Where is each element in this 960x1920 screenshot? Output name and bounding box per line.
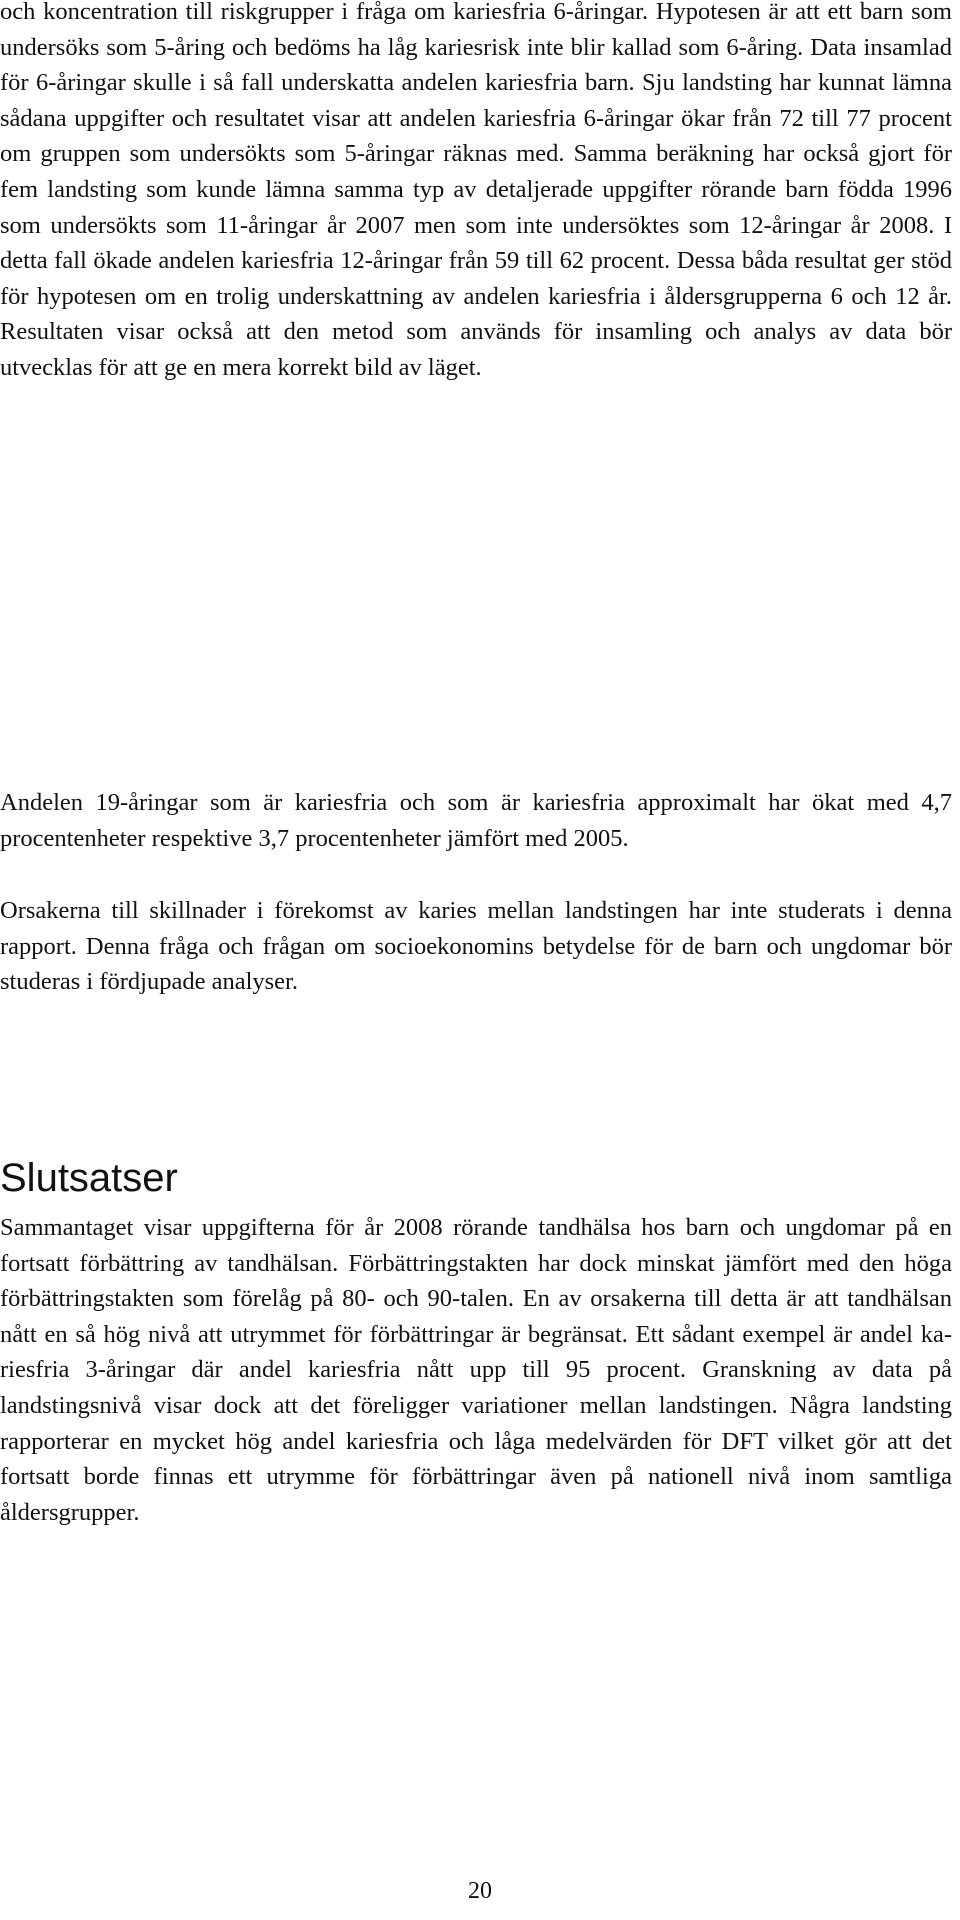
paragraph-hypothesis: och koncentration till riskgrupper i fråga om kariesfria 6-åringar. Hypotesen är att ett barn som undersöks som 5-åring och bedöms ha låg kariesrisk inte blir kallad som 6-åring. Data insamlad för 6-åringar skulle i så fall underskatta andelen kariesfria barn. Sju landsting har kunnat lämna sådana uppgifter och resultatet visar att andelen kariesfria 6-åringar ökar från 72 till 77 procent om gruppen som undersökts som 5-åringar räknas med. Samma beräkning har också gjort för fem landsting som kunde lämna samma typ av detaljerade uppgifter rörande barn födda 1996 som undersökts som 11-åringar år 2007 men som inte undersöktes som 12-åringar år 2008. I detta fall ökade andelen kariesfria 12-åringar från 59 till 62 procent. Dessa båda resultat ger stöd för hypotesen om en trolig underskattning av andelen kariesfria i åldersgrupperna 6 och 12 år. Resultaten visar också att den metod som används för insamling och analys av data bör utvecklas för att ge en mera korrekt bild av läget. [0, 0, 952, 381]
paragraph-regional-differences: Orsakerna till skillnader i förekomst av karies mellan landstingen har inte studerats i denna rapport. Denna fråga och frågan om socioekonomins betydelse för de barn och ungdomar bör studeras i fördjupade analyser. [0, 897, 952, 996]
paragraph-19-year-olds: Andelen 19-åringar som är kariesfria och som är kariesfria approximalt har ökat med 4,7 procentenheter respektive 3,7 procentenheter jämfört med 2005. [0, 789, 952, 852]
page-number: 20 [468, 1878, 492, 1904]
section-heading: Slutsatser [0, 1156, 178, 1200]
paragraph-conclusions: Sammantaget visar uppgifterna för år 2008 rörande tandhälsa hos barn och ungdomar på en fortsatt förbättring av tandhälsan. Förbättringstakten har dock minskat jämfört med den höga förbättringstakten som förelåg på 80- och 90-talen. En av orsakerna till detta är att tandhälsan nått en så hög nivå att utrymmet för förbättringar är begränsat. Ett sådant exempel är andel kariesfria 3-åringar där andel kariesfria nått upp till 95 procent. Granskning av data på landstingsnivå visar dock att det föreligger variationer mellan landstingen. Några landsting rapporterar en mycket hög andel kariesfria och låga medelvärden för DFT vilket gör att det fortsatt borde finnas ett utrymme för förbättringar även på nationell nivå inom samtliga åldersgrupper. [0, 1214, 952, 1526]
